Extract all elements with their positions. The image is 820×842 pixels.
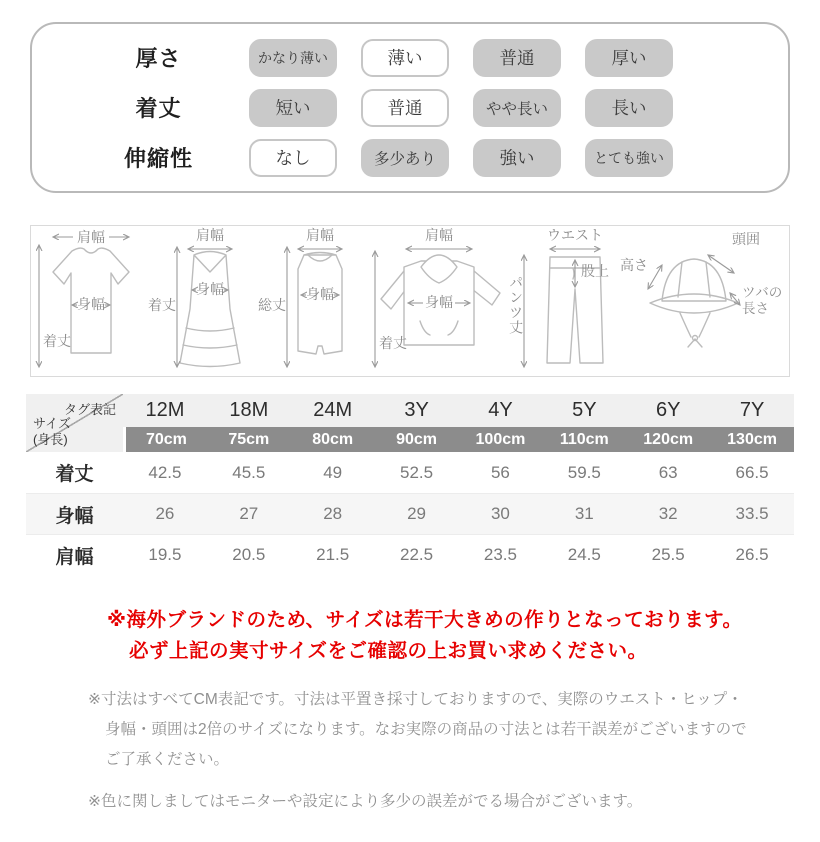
size-value: 23.5 xyxy=(459,534,543,575)
size-value: 26 xyxy=(123,493,207,534)
tag-size-header: 12M xyxy=(123,394,207,427)
size-value: 29 xyxy=(375,493,459,534)
diagram-hooded-jacket xyxy=(368,227,508,375)
chip-thick: 厚い xyxy=(585,39,673,77)
attribute-label-stretch: 伸縮性 xyxy=(123,146,193,171)
tag-size-header: 18M xyxy=(207,394,291,427)
tag-size-header: 4Y xyxy=(459,394,543,427)
chip-long: 長い xyxy=(585,89,673,127)
chest-width-label: 身幅 xyxy=(196,281,224,297)
chip-very-thin: かなり薄い xyxy=(249,39,337,77)
size-value: 56 xyxy=(459,452,543,493)
height-header: 80cm xyxy=(291,427,375,452)
height-header: 110cm xyxy=(542,427,626,452)
size-height-label: サイズ (身長) xyxy=(33,415,71,447)
tag-size-header: 24M xyxy=(291,394,375,427)
attribute-row-length xyxy=(32,89,788,127)
hat-height-label: 高さ xyxy=(620,257,648,273)
chip-normal-length-selected: 普通 xyxy=(361,89,449,127)
diagram-dress xyxy=(148,227,258,375)
size-value: 33.5 xyxy=(710,493,794,534)
chip-normal-thickness: 普通 xyxy=(473,39,561,77)
shoulder-width-label: 肩幅 xyxy=(77,229,105,245)
chip-short: 短い xyxy=(249,89,337,127)
size-value: 49 xyxy=(291,452,375,493)
size-value: 26.5 xyxy=(710,534,794,575)
measurement-note xyxy=(88,685,800,775)
warning-line: 必ず上記の実寸サイズをご確認の上お買い求めください。 xyxy=(129,640,648,662)
chip-thin-selected: 薄い xyxy=(361,39,449,77)
attribute-label-length: 着丈 xyxy=(135,96,182,121)
row-label-chest: 身幅 xyxy=(26,493,123,534)
note-line: ※色に関しましてはモニターや設定により多少の誤差がでる場合がございます。 xyxy=(88,793,643,810)
height-header: 90cm xyxy=(375,427,459,452)
note-line: ※寸法はすべてCM表記です。寸法は平置き採寸しておりますので、実際のウエスト・ヒップ・ xyxy=(88,691,743,708)
pants-line-art xyxy=(508,227,620,375)
chip-stretch-none-selected: なし xyxy=(249,139,337,177)
size-value: 45.5 xyxy=(207,452,291,493)
attribute-row-stretch xyxy=(32,139,788,177)
size-value: 20.5 xyxy=(207,534,291,575)
diagram-tshirt xyxy=(32,227,148,375)
height-header: 130cm xyxy=(710,427,794,452)
row-label-length: 着丈 xyxy=(26,452,123,493)
chip-stretch-slight: 多少あり xyxy=(361,139,449,177)
size-value: 59.5 xyxy=(542,452,626,493)
size-value: 28 xyxy=(291,493,375,534)
measurement-diagram-strip xyxy=(30,225,790,377)
tag-size-header: 7Y xyxy=(710,394,794,427)
size-value: 25.5 xyxy=(626,534,710,575)
diagram-romper xyxy=(258,227,368,375)
tag-size-header: 5Y xyxy=(542,394,626,427)
size-value: 22.5 xyxy=(375,534,459,575)
size-value: 21.5 xyxy=(291,534,375,575)
size-value: 19.5 xyxy=(123,534,207,575)
height-header: 75cm xyxy=(207,427,291,452)
attribute-box xyxy=(30,22,790,193)
size-table xyxy=(26,394,794,575)
attribute-row-thickness xyxy=(32,39,788,77)
chest-width-label: 身幅 xyxy=(77,296,105,312)
size-value: 42.5 xyxy=(123,452,207,493)
chest-width-label: 身幅 xyxy=(306,286,334,302)
note-line: 身幅・頭囲は2倍のサイズになります。なお実際の商品の寸法とは若干誤差がございますので xyxy=(105,721,747,738)
color-note xyxy=(88,787,800,817)
rise-label: 股上 xyxy=(581,263,609,279)
garment-length-label: 着丈 xyxy=(379,335,407,351)
tag-size-header: 6Y xyxy=(626,394,710,427)
brim-length-label: ツバの長さ xyxy=(742,285,783,316)
height-header: 100cm xyxy=(459,427,543,452)
head-circumference-label: 頭囲 xyxy=(732,231,760,247)
size-value: 63 xyxy=(626,452,710,493)
size-value: 32 xyxy=(626,493,710,534)
note-line: ご了承ください。 xyxy=(105,751,230,768)
corner-cell xyxy=(26,394,123,452)
size-value: 24.5 xyxy=(542,534,626,575)
oversize-warning xyxy=(107,605,800,667)
row-label-shoulder: 肩幅 xyxy=(26,534,123,575)
size-value: 27 xyxy=(207,493,291,534)
tag-notation-label: タグ表記 xyxy=(63,402,116,417)
chip-stretch-strong: 強い xyxy=(473,139,561,177)
height-header: 70cm xyxy=(123,427,207,452)
chip-slightly-long: やや長い xyxy=(473,89,561,127)
garment-length-label: 着丈 xyxy=(148,297,176,313)
garment-length-label: 着丈 xyxy=(43,333,71,349)
shoulder-width-label: 肩幅 xyxy=(306,227,334,243)
waist-label: ウエスト xyxy=(547,227,603,243)
size-value: 52.5 xyxy=(375,452,459,493)
size-value: 31 xyxy=(542,493,626,534)
shoulder-width-label: 肩幅 xyxy=(196,227,224,243)
size-value: 30 xyxy=(459,493,543,534)
height-header: 120cm xyxy=(626,427,710,452)
shoulder-width-label: 肩幅 xyxy=(425,227,453,243)
chip-stretch-very-strong: とても強い xyxy=(585,139,673,177)
pants-length-label: パンツ丈 xyxy=(508,275,525,335)
attribute-label-thickness: 厚さ xyxy=(135,46,182,71)
total-length-label: 総丈 xyxy=(258,297,286,313)
diagram-hat xyxy=(620,227,788,375)
diagram-pants xyxy=(508,227,620,375)
tag-size-header: 3Y xyxy=(375,394,459,427)
size-value: 66.5 xyxy=(710,452,794,493)
warning-line: ※海外ブランドのため、サイズは若干大きめの作りとなっております。 xyxy=(107,609,743,631)
chest-width-label: 身幅 xyxy=(425,294,453,310)
